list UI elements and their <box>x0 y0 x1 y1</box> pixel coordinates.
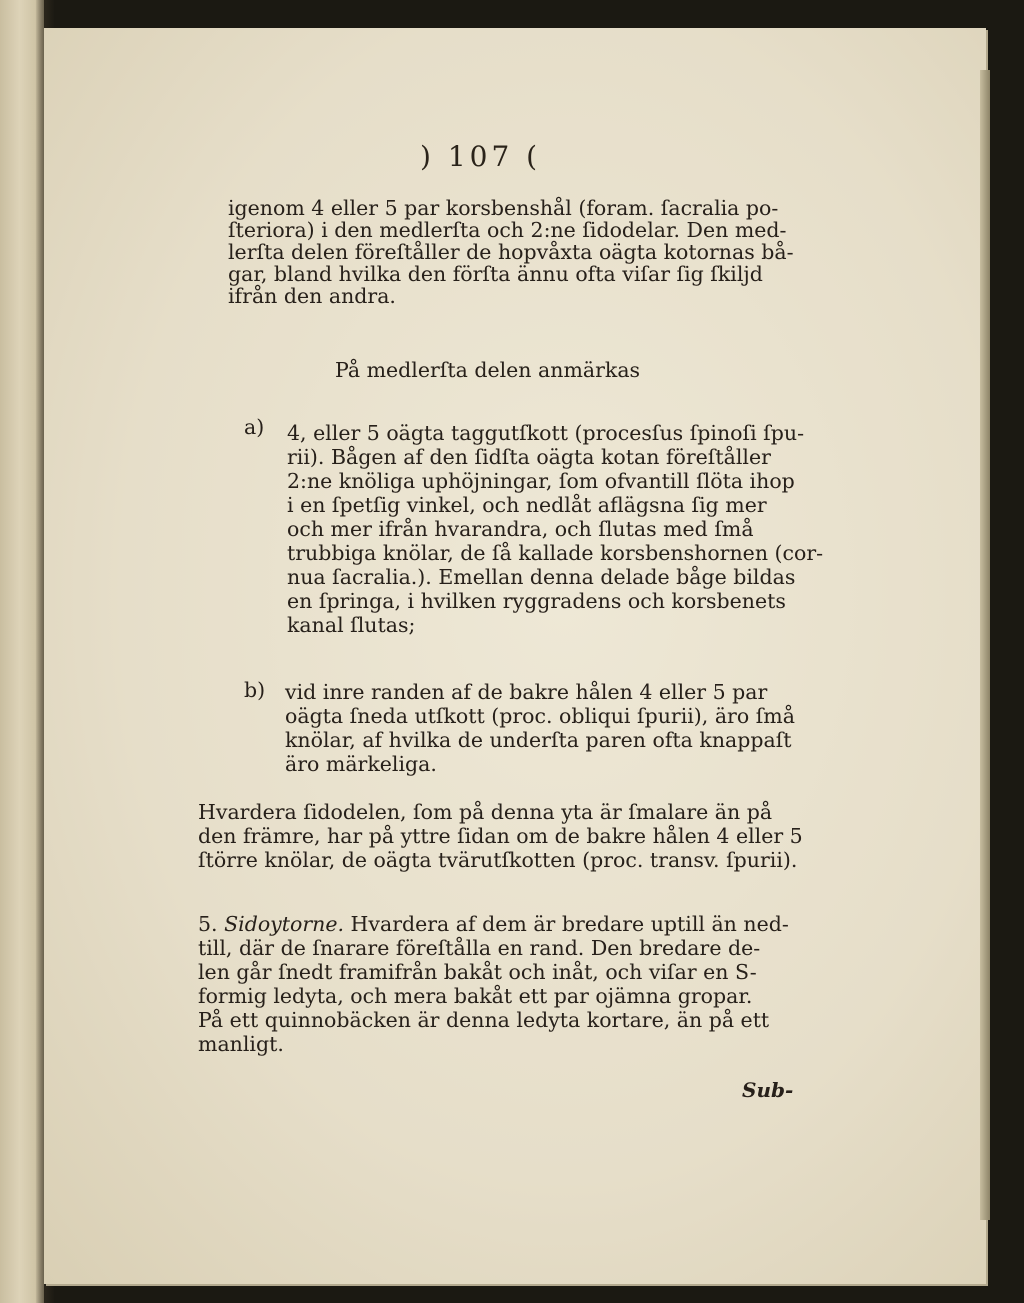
text-line: en ſpringa, i hvilken ryggradens och korsbenets <box>287 589 786 613</box>
text-line: Hvardera af dem är bredare uptill än ned- <box>350 912 789 936</box>
section-heading: Sidoytorne. <box>224 912 344 936</box>
text-line: ſtörre knölar, de oägta tvärutſkotten (proc. transv. ſpurii). <box>198 848 798 872</box>
text-line: kanal ſlutas; <box>287 613 416 637</box>
text-line: len går ſnedt framifrån bakåt och inåt, och viſar en S- <box>198 960 757 984</box>
item-a-marker: a) <box>244 415 265 439</box>
text-line: formig ledyta, och mera bakåt ett par ojämna gropar. <box>198 984 753 1008</box>
text-line: På ett quinnobäcken är denna ledyta kortare, än på ett <box>198 1008 770 1032</box>
page-number: ) 107 ( <box>420 140 542 173</box>
catchword: Sub- <box>742 1078 794 1102</box>
text-line: vid inre randen af de bakre hålen 4 eller 5 par <box>285 680 768 704</box>
paragraph-1 <box>228 197 820 307</box>
text-line: till, där de ſnarare föreſtålla en rand. Den bredare de- <box>198 936 761 960</box>
paragraph-2: På medlerſta delen anmärkas <box>335 358 641 382</box>
text-line: lerſta delen föreſtåller de hopvåxta oägta kotornas bå- <box>228 240 794 264</box>
text-line: den främre, har på yttre ſidan om de bakre hålen 4 eller 5 <box>198 824 803 848</box>
page-fore-edge <box>980 70 990 1220</box>
text-line: i en ſpetſig vinkel, och nedlåt aflägsna ſig mer <box>287 493 767 517</box>
text-line: ſteriora) i den medlerſta och 2:ne ſidodelar. Den med- <box>228 218 787 242</box>
text-line: 2:ne knöliga uphöjningar, ſom ofvantill ſlöta ihop <box>287 469 795 493</box>
item-b <box>285 680 821 776</box>
text-line: ifrån den andra. <box>228 284 396 308</box>
text-line: rii). Bågen af den ſidſta oägta kotan föreſtåller <box>287 445 771 469</box>
text-line: igenom 4 eller 5 par korsbenshål (foram. ſacralia po- <box>228 196 779 220</box>
text-line: oägta ſneda utſkott (proc. obliqui ſpurii), äro ſmå <box>285 704 795 728</box>
text-line: och mer ifrån hvarandra, och ſlutas med ſmå <box>287 517 754 541</box>
item-a <box>287 421 824 637</box>
text-line: nua ſacralia.). Emellan denna delade båge bildas <box>287 565 796 589</box>
text-line: äro märkeliga. <box>285 752 437 776</box>
section-number: 5. <box>198 912 218 936</box>
text-line: 4, eller 5 oägta taggutſkott (procesſus ſpinoſi ſpu- <box>287 421 805 445</box>
item-b-marker: b) <box>244 678 266 702</box>
text-line: manligt. <box>198 1032 284 1056</box>
text-line: knölar, af hvilka de underſta paren ofta knappaſt <box>285 728 792 752</box>
section-5 <box>198 912 822 1056</box>
paragraph-3 <box>198 800 822 872</box>
text-line: trubbiga knölar, de ſå kallade korsbenshornen (cor- <box>287 541 824 565</box>
section-5-first-line <box>198 912 822 936</box>
text-line: Hvardera ſidodelen, ſom på denna yta är ſmalare än på <box>198 800 773 824</box>
text-line: gar, bland hvilka den förſta ännu ofta viſar ſig ſkiljd <box>228 262 763 286</box>
